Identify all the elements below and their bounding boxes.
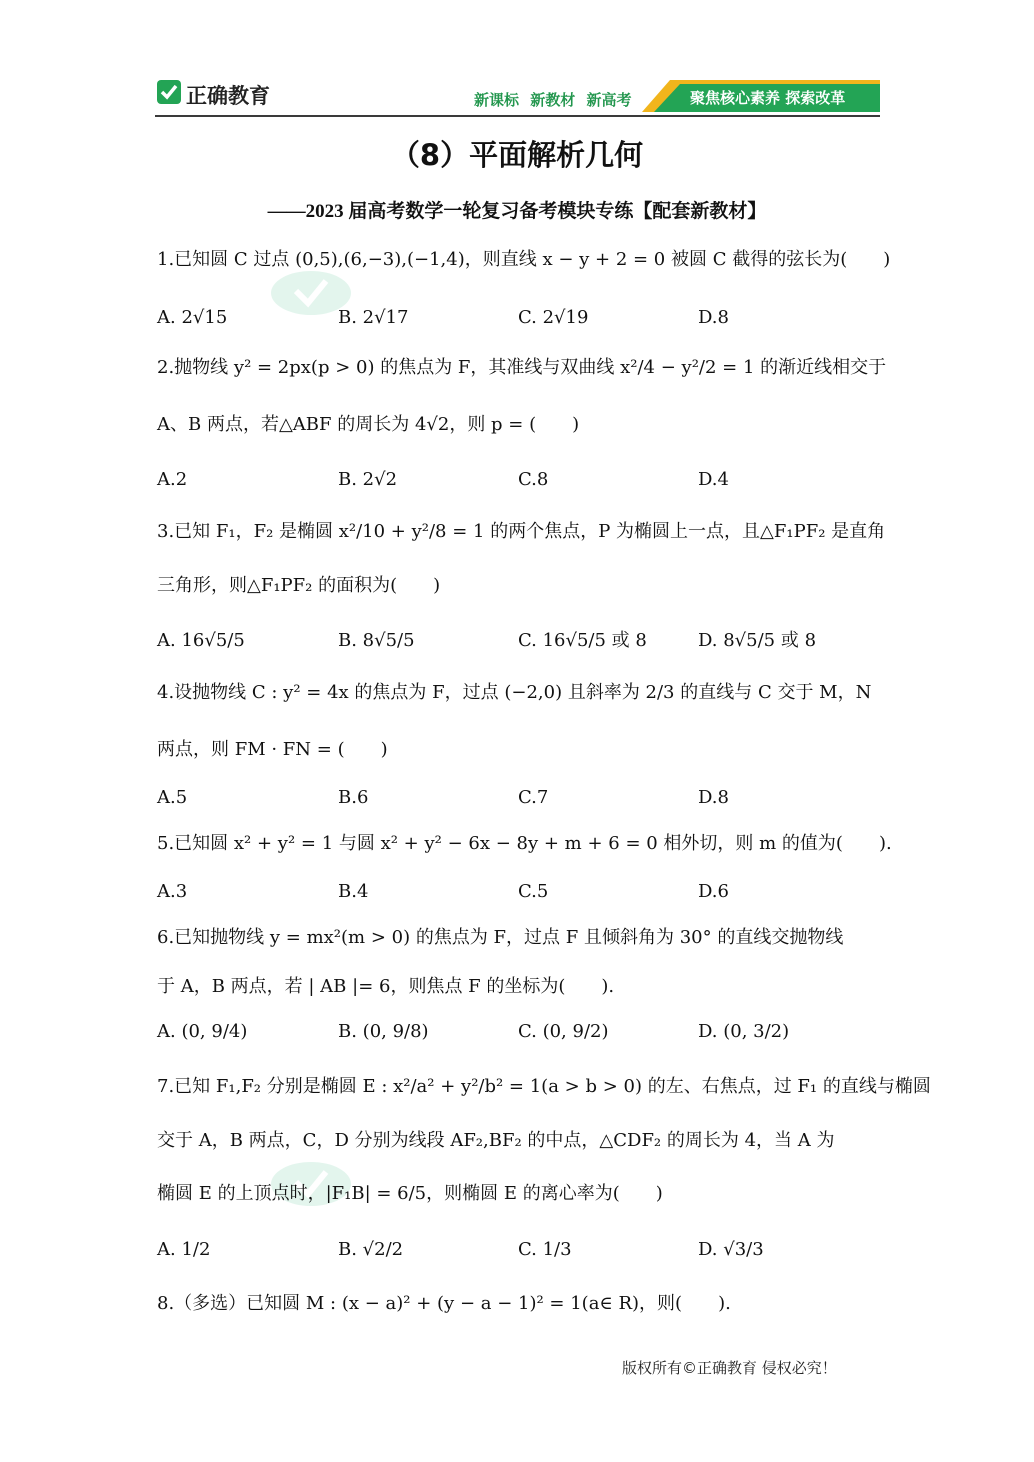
question-6-line-2: 于 A，B 两点，若 | AB |= 6，则焦点 F 的坐标为( ). bbox=[157, 976, 615, 997]
question-1: 1.已知圆 C 过点 (0,5),(6,−3),(−1,4)，则直线 x − y + 2 = 0 被圆 C 截得的弦长为( ) bbox=[157, 249, 891, 270]
question-7-line-2: 交于 A，B 两点，C，D 分别为线段 AF₂,BF₂ 的中点，△CDF₂ 的周长为 4，当 A 为 bbox=[157, 1130, 835, 1151]
page-subtitle: ——2023 届高考数学一轮复习备考模块专练【配套新教材】 bbox=[267, 201, 767, 222]
q7-option-c: C. 1/3 bbox=[518, 1239, 572, 1260]
question-2-line-1: 2.抛物线 y² = 2px(p > 0) 的焦点为 F，其准线与双曲线 x²/4 − y²/2 = 1 的渐近线相交于 bbox=[157, 357, 887, 378]
question-3-line-2: 三角形，则△F₁PF₂ 的面积为( ) bbox=[157, 575, 441, 596]
q6-option-d: D. (0, 3/2) bbox=[698, 1021, 790, 1042]
q5-option-c: C.5 bbox=[518, 881, 549, 902]
logo-check-icon bbox=[157, 80, 181, 104]
header-tags: 新课标 新教材 新高考 bbox=[474, 91, 632, 109]
q4-option-a: A.5 bbox=[157, 787, 188, 808]
q7-option-a: A. 1/2 bbox=[157, 1239, 211, 1260]
q4-option-d: D.8 bbox=[698, 787, 729, 808]
copyright-footer: 版权所有©正确教育 侵权必究！ bbox=[622, 1359, 837, 1377]
q4-option-b: B.6 bbox=[338, 787, 369, 808]
q6-option-a: A. (0, 9/4) bbox=[157, 1021, 248, 1042]
question-6-line-1: 6.已知抛物线 y = mx²(m > 0) 的焦点为 F，过点 F 且倾斜角为 30° 的直线交抛物线 bbox=[157, 927, 844, 948]
question-5: 5.已知圆 x² + y² = 1 与圆 x² + y² − 6x − 8y + m + 6 = 0 相外切，则 m 的值为( ). bbox=[157, 833, 892, 854]
question-3-line-1: 3.已知 F₁，F₂ 是椭圆 x²/10 + y²/8 = 1 的两个焦点，P 为椭圆上一点，且△F₁PF₂ 是直角 bbox=[157, 521, 886, 542]
question-8: 8.（多选）已知圆 M : (x − a)² + (y − a − 1)² = 1(a∈ R)，则( ). bbox=[157, 1293, 731, 1314]
q2-option-c: C.8 bbox=[518, 469, 549, 490]
q2-option-a: A.2 bbox=[157, 469, 188, 490]
question-4-line-1: 4.设抛物线 C : y² = 4x 的焦点为 F，过点 (−2,0) 且斜率为 2/3 的直线与 C 交于 M，N bbox=[157, 682, 872, 703]
logo-text: 正确教育 bbox=[186, 84, 270, 108]
q4-option-c: C.7 bbox=[518, 787, 549, 808]
q6-option-b: B. (0, 9/8) bbox=[338, 1021, 429, 1042]
q3-option-c: C. 16√5/5 或 8 bbox=[518, 630, 647, 651]
question-7-line-3: 椭圆 E 的上顶点时，|F₁B| = 6/5，则椭圆 E 的离心率为( ) bbox=[157, 1183, 663, 1204]
q3-option-d: D. 8√5/5 或 8 bbox=[698, 630, 817, 651]
q2-option-b: B. 2√2 bbox=[338, 469, 398, 490]
question-7-line-1: 7.已知 F₁,F₂ 分别是椭圆 E : x²/a² + y²/b² = 1(a > b > 0) 的左、右焦点，过 F₁ 的直线与椭圆 bbox=[157, 1076, 931, 1097]
question-4-line-2: 两点，则 FM · FN = ( ) bbox=[157, 739, 388, 760]
q1-option-d: D.8 bbox=[698, 307, 729, 328]
q1-option-b: B. 2√17 bbox=[338, 307, 409, 328]
question-2-line-2: A、B 两点，若△ABF 的周长为 4√2，则 p = ( ) bbox=[157, 414, 580, 435]
q2-option-d: D.4 bbox=[698, 469, 729, 490]
q5-option-b: B.4 bbox=[338, 881, 369, 902]
q7-option-d: D. √3/3 bbox=[698, 1239, 764, 1260]
q5-option-d: D.6 bbox=[698, 881, 729, 902]
q1-option-a: A. 2√15 bbox=[157, 307, 228, 328]
q3-option-b: B. 8√5/5 bbox=[338, 630, 415, 651]
q3-option-a: A. 16√5/5 bbox=[157, 630, 245, 651]
q1-option-c: C. 2√19 bbox=[518, 307, 589, 328]
q7-option-b: B. √2/2 bbox=[338, 1239, 404, 1260]
q6-option-c: C. (0, 9/2) bbox=[518, 1021, 609, 1042]
page-title: （8）平面解析几何 bbox=[390, 138, 644, 172]
header-banner-text: 聚焦核心素养 探索改革 bbox=[690, 89, 846, 107]
q5-option-a: A.3 bbox=[157, 881, 188, 902]
header-divider bbox=[155, 115, 880, 117]
